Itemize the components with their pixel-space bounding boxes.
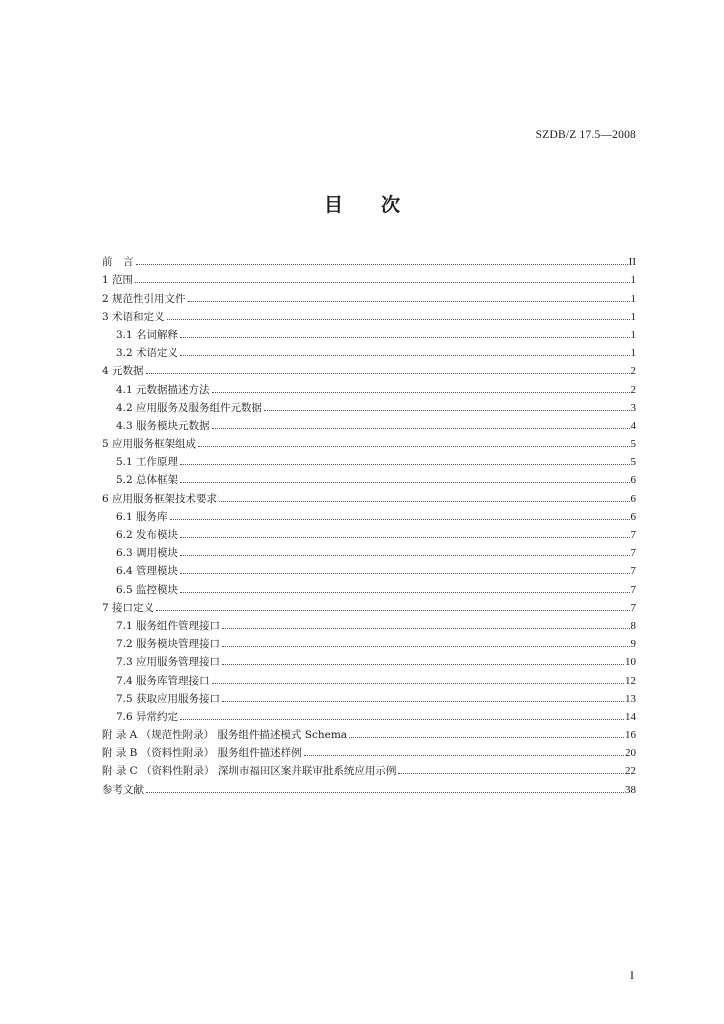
toc-entry-label: 3 术语和定义 <box>102 310 165 323</box>
page-number: I <box>630 968 634 982</box>
toc-entry-page: 2 <box>630 365 636 378</box>
toc-dot-leader <box>146 792 624 793</box>
toc-entry-page: 14 <box>625 710 636 723</box>
toc-entry[interactable] <box>102 559 636 577</box>
toc-entry-page: 16 <box>625 729 636 742</box>
toc-entry-label: 5.2 总体框架 <box>116 474 179 487</box>
toc-entry[interactable] <box>102 359 636 377</box>
toc-dot-leader <box>180 537 629 538</box>
standard-code: SZDB/Z 17.5—2008 <box>535 129 636 141</box>
toc-entry[interactable] <box>102 668 636 686</box>
toc-entry-page: 4 <box>630 419 636 432</box>
toc-dot-leader <box>222 628 629 629</box>
toc-entry-page: 7 <box>630 565 636 578</box>
toc-dot-leader <box>156 610 629 611</box>
toc-entry-label: 7.6 异常约定 <box>116 710 179 723</box>
toc-entry-label: 6.5 监控模块 <box>116 583 179 596</box>
toc-dot-leader <box>170 519 630 520</box>
toc-entry-label: 4.1 元数据描述方法 <box>116 383 210 396</box>
toc-entry-page: 12 <box>625 674 636 687</box>
toc-dot-leader <box>180 337 629 338</box>
toc-dot-leader <box>212 428 630 429</box>
toc-entry[interactable] <box>102 323 636 341</box>
toc-entry-label: 7.5 获取应用服务接口 <box>116 692 221 705</box>
toc-entry-label: 7.2 服务模块管理接口 <box>116 638 221 651</box>
toc-dot-leader <box>349 737 624 738</box>
toc-entry-page: 1 <box>630 292 636 305</box>
toc-entry-label: 附 录 B （资料性附录） 服务组件描述样例 <box>102 747 302 760</box>
toc-dot-leader <box>398 773 624 774</box>
toc-entry-page: 7 <box>630 601 636 614</box>
toc-dot-leader <box>135 282 629 283</box>
toc-dot-leader <box>146 373 630 374</box>
toc-dot-leader <box>180 573 629 574</box>
toc-entry[interactable] <box>102 341 636 359</box>
toc-entry-page: 6 <box>630 492 636 505</box>
toc-entry[interactable] <box>102 723 636 741</box>
toc-entry-label: 前 言 <box>102 256 134 269</box>
toc-entry-label: 附 录 A （规范性附录） 服务组件描述模式 Schema <box>102 729 348 742</box>
toc-dot-leader <box>136 264 628 265</box>
toc-dot-leader <box>212 683 624 684</box>
toc-dot-leader <box>264 410 629 411</box>
toc-dot-leader <box>180 555 629 556</box>
toc-entry-label: 6.3 调用模块 <box>116 547 179 560</box>
toc-entry-label: 附 录 C （资料性附录） 深圳市福田区案并联审批系统应用示例 <box>102 765 397 778</box>
toc-entry[interactable] <box>102 596 636 614</box>
toc-entry[interactable] <box>102 505 636 523</box>
toc-entry-label: 5.1 工作原理 <box>116 456 179 469</box>
toc-dot-leader <box>180 592 629 593</box>
toc-entry[interactable] <box>102 268 636 286</box>
toc-entry-page: 38 <box>625 783 636 796</box>
toc-entry-page: 1 <box>630 328 636 341</box>
toc-entry-label: 4.3 服务模块元数据 <box>116 419 210 432</box>
toc-entry-page: 10 <box>625 656 636 669</box>
toc-entry[interactable] <box>102 523 636 541</box>
toc-entry[interactable] <box>102 687 636 705</box>
toc-entry[interactable] <box>102 286 636 304</box>
toc-entry-label: 7.4 服务库管理接口 <box>116 674 210 687</box>
toc-entry[interactable] <box>102 250 636 268</box>
toc-entry-page: 2 <box>630 383 636 396</box>
toc-dot-leader <box>167 319 630 320</box>
toc-entry[interactable] <box>102 614 636 632</box>
toc-entry[interactable] <box>102 650 636 668</box>
toc-entry-label: 5 应用服务框架组成 <box>102 438 197 451</box>
toc-dot-leader <box>180 464 629 465</box>
toc-entry-page: 6 <box>630 474 636 487</box>
toc-entry-label: 6.1 服务库 <box>116 510 168 523</box>
toc-entry[interactable] <box>102 377 636 395</box>
toc-dot-leader <box>180 719 624 720</box>
toc-entry-page: 6 <box>630 510 636 523</box>
toc-entry-page: 7 <box>630 529 636 541</box>
toc-entry[interactable] <box>102 705 636 723</box>
toc-entry-label: 参考文献 <box>102 783 144 796</box>
toc-entry[interactable] <box>102 450 636 468</box>
toc-entry[interactable] <box>102 632 636 650</box>
toc-entry-page: 1 <box>630 347 636 360</box>
toc-entry-label: 6.2 发布模块 <box>116 529 179 541</box>
toc-dot-leader <box>188 301 630 302</box>
toc-dot-leader <box>222 701 624 702</box>
toc-entry-label: 4 元数据 <box>102 365 144 378</box>
toc-entry-page: 1 <box>630 310 636 323</box>
toc-entry-label: 7.1 服务组件管理接口 <box>116 619 221 632</box>
toc-entry-page: 1 <box>630 274 636 287</box>
toc-entry-label: 3.2 术语定义 <box>116 347 179 360</box>
toc-entry[interactable] <box>102 777 636 795</box>
toc-dot-leader <box>212 392 630 393</box>
toc-entry-label: 6.4 管理模块 <box>116 565 179 578</box>
toc-entry-label: 6 应用服务框架技术要求 <box>102 492 218 505</box>
toc-entry[interactable] <box>102 468 636 486</box>
toc-dot-leader <box>180 482 629 483</box>
toc-entry-label: 3.1 名词解释 <box>116 328 179 341</box>
toc-entry[interactable] <box>102 541 636 559</box>
toc-entry-page: 3 <box>630 401 636 414</box>
toc-entry-page: 7 <box>630 547 636 560</box>
toc-dot-leader <box>198 446 629 447</box>
toc-dot-leader <box>180 355 629 356</box>
toc-entry-page: 8 <box>630 619 636 632</box>
toc-entry-page: 5 <box>630 438 636 451</box>
toc-entry-label: 7.3 应用服务管理接口 <box>116 656 221 669</box>
toc-entry[interactable] <box>102 305 636 323</box>
toc-dot-leader <box>222 664 624 665</box>
toc-entry-page: 5 <box>630 456 636 469</box>
toc-entry-page: 13 <box>625 692 636 705</box>
toc-entry[interactable] <box>102 759 636 777</box>
page-title: 目次 <box>323 194 438 216</box>
table-of-contents <box>102 250 636 796</box>
toc-entry-label: 2 规范性引用文件 <box>102 292 186 305</box>
toc-dot-leader <box>222 646 629 647</box>
toc-entry[interactable] <box>102 486 636 504</box>
toc-entry[interactable] <box>102 741 636 759</box>
toc-entry-label: 7 接口定义 <box>102 601 155 614</box>
toc-entry[interactable] <box>102 577 636 595</box>
toc-entry[interactable] <box>102 432 636 450</box>
toc-entry-page: 22 <box>625 765 636 778</box>
toc-dot-leader <box>219 501 629 502</box>
toc-entry[interactable] <box>102 414 636 432</box>
toc-entry-page: II <box>628 256 636 269</box>
toc-entry-label: 1 范围 <box>102 274 134 287</box>
toc-entry-label: 4.2 应用服务及服务组件元数据 <box>116 401 263 414</box>
toc-dot-leader <box>304 755 624 756</box>
toc-entry-page: 20 <box>625 747 636 760</box>
toc-entry-page: 7 <box>630 583 636 596</box>
toc-entry-page: 9 <box>630 638 636 651</box>
toc-entry[interactable] <box>102 396 636 414</box>
